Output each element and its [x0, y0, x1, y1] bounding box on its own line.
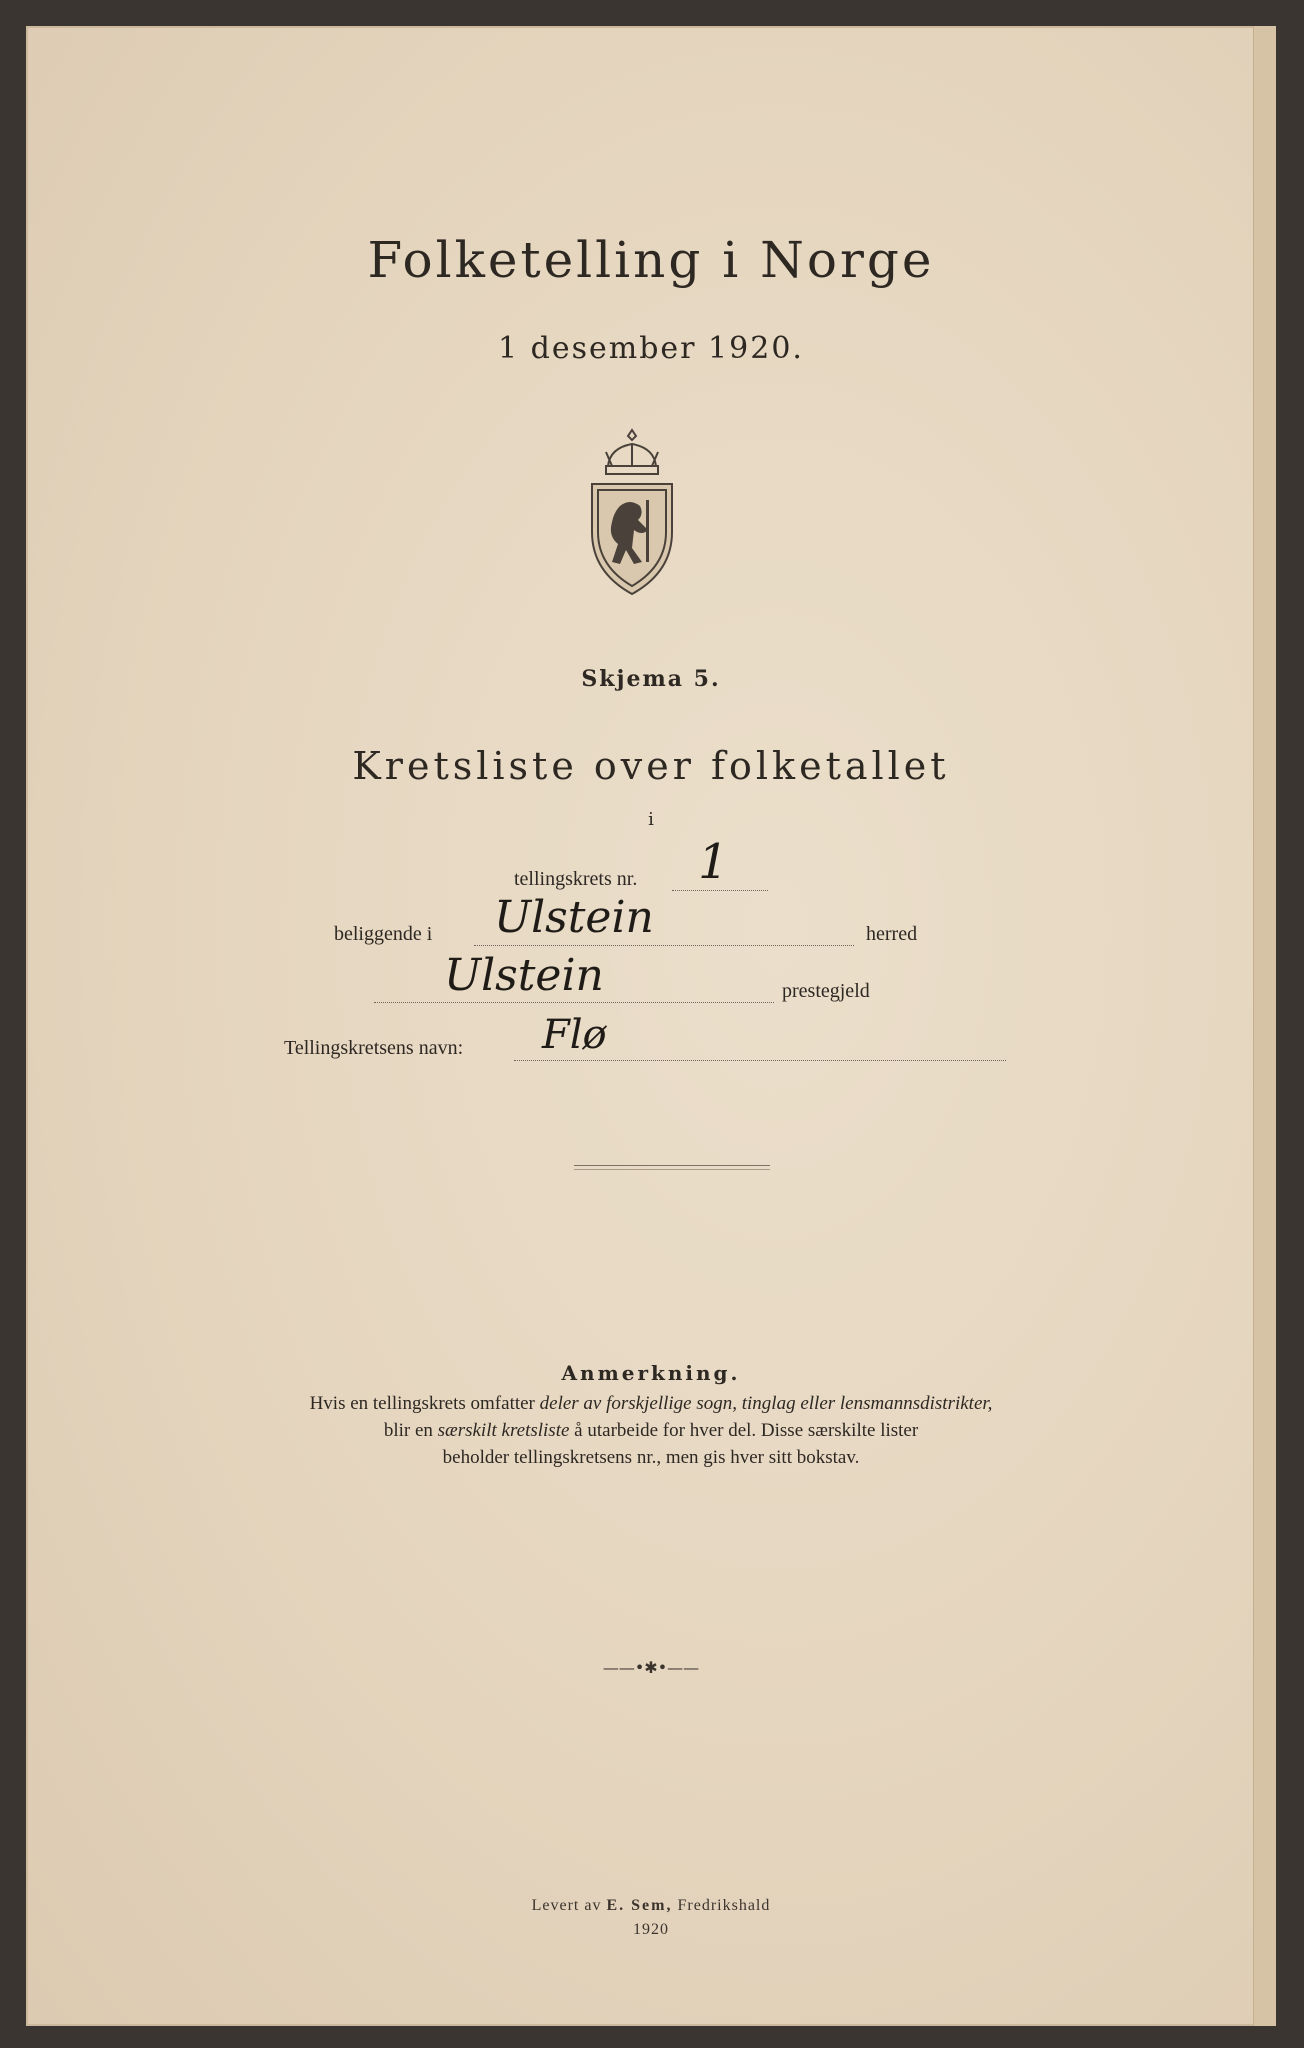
- navn-label: Tellingskretsens navn:: [284, 1037, 464, 1059]
- beliggende-label: beliggende i: [334, 923, 433, 945]
- printer-name: E. Sem,: [606, 1897, 673, 1914]
- note-line-3: beholder tellingskretsens nr., men gis hver sitt bokstav.: [442, 1447, 860, 1468]
- note-line-1-text: Hvis en tellingskrets omfatter: [309, 1393, 540, 1414]
- divider-rule: [574, 1165, 770, 1166]
- herred-label: herred: [866, 923, 918, 945]
- coat-of-arms-icon: [586, 426, 678, 598]
- note-line-2-text-c: å utarbeide for hver del. Disse særskilte lister: [569, 1420, 919, 1441]
- printer-year: 1920: [633, 1921, 669, 1938]
- document-date: 1 desember 1920.: [498, 331, 804, 366]
- printer-prefix: Levert av: [531, 1897, 607, 1914]
- ornament-divider: ——•✱•——: [602, 1658, 700, 1677]
- note-text: [176, 1390, 1126, 1471]
- herred-value: Ulstein: [494, 892, 654, 943]
- printer-city: Fredrikshald: [672, 1897, 771, 1914]
- census-form-page: [26, 26, 1276, 2026]
- printer-line: [26, 1894, 1276, 1918]
- note-line-2-text-a: blir en: [383, 1420, 438, 1441]
- printer-imprint: [26, 1894, 1276, 1942]
- note-line-2-emphasis: særskilt kretsliste: [437, 1420, 570, 1441]
- preposition: i: [648, 809, 654, 830]
- form-heading: Kretsliste over folketallet: [352, 744, 950, 788]
- binding-edge: [1253, 26, 1276, 2026]
- navn-line: [514, 1060, 1006, 1061]
- tellingskrets-value: 1: [698, 834, 729, 890]
- note-line-1: [176, 1390, 1126, 1417]
- prestegjeld-label: prestegjeld: [782, 980, 870, 1002]
- note-title: Anmerkning.: [561, 1361, 741, 1385]
- prestegjeld-line: [374, 1002, 774, 1003]
- herred-line: [474, 945, 854, 946]
- tellingskrets-label: tellingskrets nr.: [514, 868, 638, 890]
- divider-rule-lower: [574, 1169, 770, 1170]
- note-line-1-emphasis: deler av forskjellige sogn, tinglag eller lensmannsdistrikter,: [539, 1393, 993, 1414]
- schema-number: Skjema 5.: [581, 666, 721, 692]
- prestegjeld-value: Ulstein: [444, 950, 604, 1001]
- note-line-2: [176, 1417, 1126, 1444]
- navn-value: Flø: [542, 1012, 607, 1058]
- tellingskrets-line: [672, 890, 768, 891]
- document-title: Folketelling i Norge: [367, 231, 935, 289]
